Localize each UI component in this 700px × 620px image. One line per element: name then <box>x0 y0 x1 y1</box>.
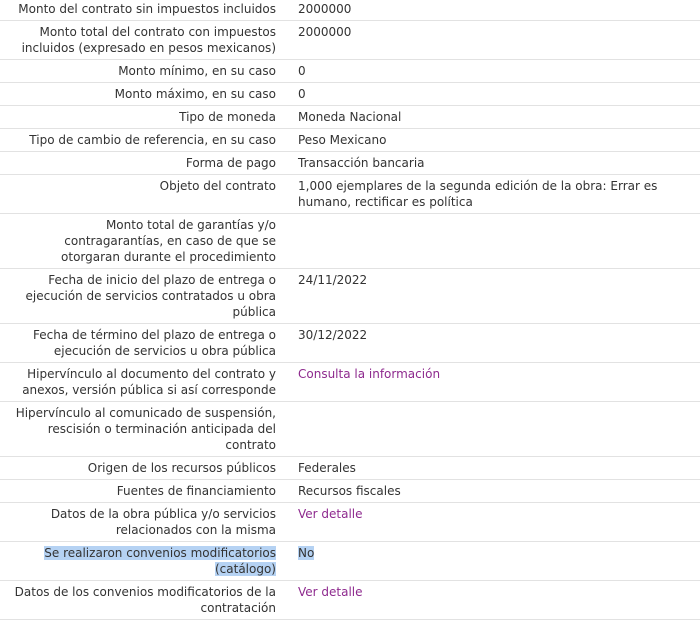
row-label: Tipo de cambio de referencia, en su caso <box>0 129 290 152</box>
row-value: 2000000 <box>290 21 700 60</box>
row-value: 0 <box>290 83 700 106</box>
table-row <box>0 175 700 214</box>
row-label: Monto del contrato sin impuestos incluidos <box>0 0 290 21</box>
contract-document-link[interactable]: Consulta la información <box>298 367 441 381</box>
row-label: Hipervínculo al documento del contrato y anexos, versión pública si así corresponde <box>0 363 290 402</box>
public-works-detail-link[interactable]: Ver detalle <box>298 507 363 521</box>
row-value <box>290 214 700 269</box>
row-value <box>290 402 700 457</box>
row-value: 24/11/2022 <box>290 269 700 324</box>
row-label: Origen de los recursos públicos <box>0 457 290 480</box>
table-row <box>0 402 700 457</box>
row-label: Forma de pago <box>0 152 290 175</box>
row-value: Moneda Nacional <box>290 106 700 129</box>
table-row <box>0 152 700 175</box>
row-value: Transacción bancaria <box>290 152 700 175</box>
table-row <box>0 324 700 363</box>
table-row <box>0 0 700 21</box>
table-row <box>0 480 700 503</box>
table-row <box>0 21 700 60</box>
row-label: Tipo de moneda <box>0 106 290 129</box>
row-label: Fuentes de financiamiento <box>0 480 290 503</box>
row-value: 2000000 <box>290 0 700 21</box>
row-label: Monto total del contrato con impuestos incluidos (expresado en pesos mexicanos) <box>0 21 290 60</box>
row-label: Monto máximo, en su caso <box>0 83 290 106</box>
row-label: Datos de la obra pública y/o servicios relacionados con la misma <box>0 503 290 542</box>
amendments-detail-link[interactable]: Ver detalle <box>298 585 363 599</box>
table-row <box>0 457 700 480</box>
row-value: 1,000 ejemplares de la segunda edición de la obra: Errar es humano, rectificar es política <box>290 175 700 214</box>
row-value: Recursos fiscales <box>290 480 700 503</box>
table-row <box>0 581 700 620</box>
table-row <box>0 60 700 83</box>
row-value: Federales <box>290 457 700 480</box>
table-row <box>0 214 700 269</box>
row-label: Monto mínimo, en su caso <box>0 60 290 83</box>
table-row <box>0 363 700 402</box>
row-label: Hipervínculo al comunicado de suspensión, rescisión o terminación anticipada del contrato <box>0 402 290 457</box>
row-label: Objeto del contrato <box>0 175 290 214</box>
table-row <box>0 83 700 106</box>
table-row <box>0 129 700 152</box>
row-label: Datos de los convenios modificatorios de la contratación <box>0 581 290 620</box>
table-row <box>0 106 700 129</box>
row-label: Fecha de término del plazo de entrega o ejecución de servicios u obra pública <box>0 324 290 363</box>
row-label: Monto total de garantías y/o contragarantías, en caso de que se otorgaran durante el procedimiento <box>0 214 290 269</box>
row-label-highlighted: Se realizaron convenios modificatorios (catálogo) <box>44 546 276 576</box>
row-value: Peso Mexicano <box>290 129 700 152</box>
row-value: 30/12/2022 <box>290 324 700 363</box>
table-row <box>0 503 700 542</box>
row-label: Fecha de inicio del plazo de entrega o ejecución de servicios contratados u obra pública <box>0 269 290 324</box>
table-row <box>0 269 700 324</box>
table-row <box>0 542 700 581</box>
row-value: 0 <box>290 60 700 83</box>
row-value-highlighted: No <box>298 546 315 560</box>
